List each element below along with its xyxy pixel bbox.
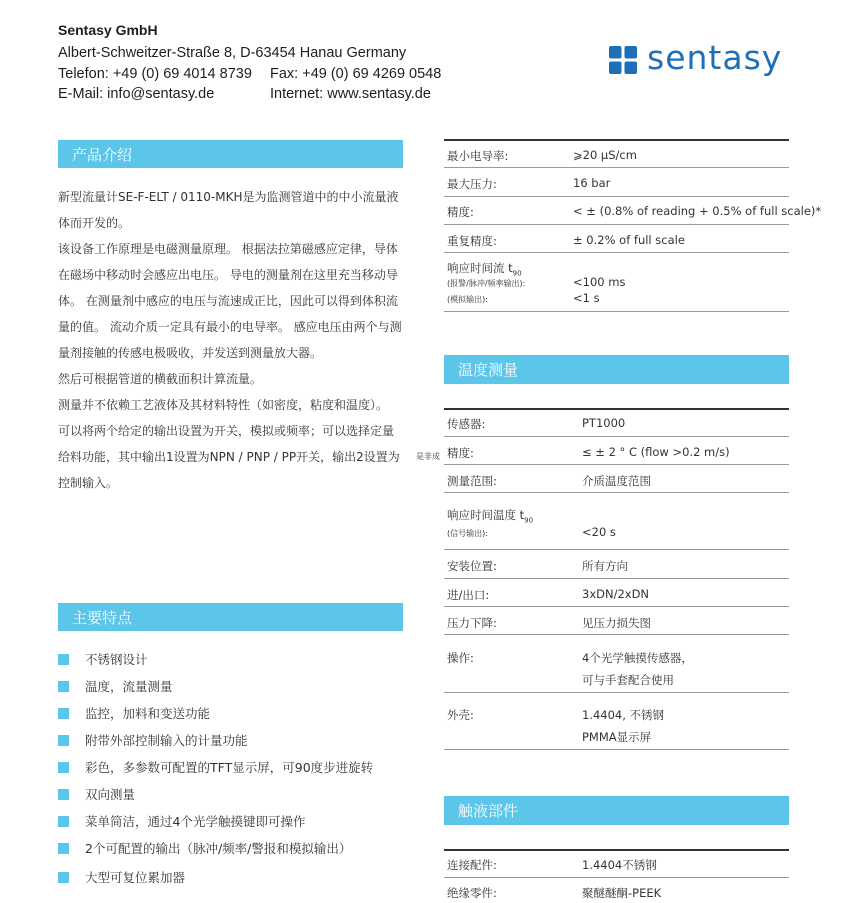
spec-label: 测量范围:	[447, 474, 497, 488]
bullet-square-icon	[58, 735, 69, 746]
spec-label: 连接配件:	[447, 858, 497, 872]
spec-label: 重复精度:	[447, 234, 497, 248]
table-row-divider	[444, 252, 789, 253]
feature-item: 双向测量	[58, 786, 135, 802]
spec-label: 传感器:	[447, 417, 486, 431]
table-row-divider	[444, 606, 789, 607]
bullet-square-icon	[58, 816, 69, 827]
spec-label: 响应时间温度 $t_{90}$	[447, 508, 534, 525]
feature-item: 2个可配置的输出（脉冲/频率/警报和模拟输出）	[58, 840, 351, 856]
bullet-square-icon	[58, 872, 69, 883]
table-top-rule	[444, 139, 789, 141]
spec-value: PMMA显示屏	[582, 730, 652, 744]
spec-label: 响应时间流 $t_{90}$	[447, 261, 522, 278]
spec-value: <20 s	[582, 525, 616, 539]
intro-section-bar	[58, 140, 403, 168]
spec-label: 精度:	[447, 446, 474, 460]
intro-text	[58, 184, 403, 496]
company-website: Internet: www.sentasy.de	[270, 86, 431, 102]
spec-label: 进/出口:	[447, 588, 490, 602]
bullet-square-icon	[58, 681, 69, 692]
temperature-section-title: 温度测量	[458, 361, 519, 379]
sentasy-logo-text: sentasy	[647, 38, 783, 77]
company-phone: Telefon: +49 (0) 69 4014 8739	[58, 66, 252, 82]
sentasy-logo-icon	[609, 46, 637, 74]
feature-item: 温度，流量测量	[58, 678, 173, 694]
table-top-rule	[444, 408, 789, 410]
table-row-divider	[444, 167, 789, 168]
table-row-divider	[444, 196, 789, 197]
spec-value: < ± (0.8% of reading + 0.5% of full scale)*	[573, 204, 822, 218]
feature-item: 菜单简洁，通过4个光学触摸键即可操作	[58, 813, 305, 829]
spec-label: 压力下降:	[447, 616, 497, 630]
bullet-square-icon	[58, 654, 69, 665]
temperature-section-bar	[444, 355, 789, 384]
spec-label: 精度:	[447, 205, 474, 219]
table-top-rule	[444, 849, 789, 851]
spec-label: 外壳:	[447, 708, 474, 722]
spec-value: ≤ ± 2 ° C (flow >0.2 m/s)	[582, 445, 730, 459]
intro-paragraph: 该设备工作原理是电磁测量原理。 根据法拉第磁感应定律，导体在磁场中移动时会感应出电压。 导电的测量剂在这里充当移动导体。 在测量剂中感应的电压与流速成正比，因此可以得到体积流量的值。 流动介质一定具有最小的电导率。 感应电压由两个与测量剂接触的传感电极吸收，并发送到测量放大器。	[58, 242, 402, 360]
intro-paragraph: 测量并不依赖工艺液体及其材料特性（如密度，粘度和温度）。 可以将两个给定的输出设置为开关，模拟或频率；可以选择定量给料功能，其中输出1设置为NPN / PNP / PP开关，输出2设置为控制输入。	[58, 398, 400, 490]
spec-label: 最大压力:	[447, 177, 497, 191]
table-row-divider	[444, 749, 789, 750]
table-row-divider	[444, 492, 789, 493]
feature-item: 彩色，多参数可配置的TFT显示屏，可90度步进旋转	[58, 759, 373, 775]
spec-sublabel: (模拟输出):	[447, 295, 488, 304]
intro-section-title: 产品介绍	[72, 145, 133, 164]
spec-value: ± 0.2% of full scale	[573, 233, 685, 247]
spec-value: 1.4404, 不锈钢	[582, 708, 665, 722]
spec-value: 4个光学触摸传感器，	[582, 651, 693, 665]
spec-sublabel: (信号输出):	[447, 529, 488, 538]
feature-item: 监控，加料和变送功能	[58, 705, 210, 721]
table-row-divider	[444, 578, 789, 579]
spec-value: 见压力损失图	[582, 616, 651, 630]
intro-paragraph: 新型流量计SE-F-ELT / 0110-MKH是为监测管道中的中小流量液体而开发的。	[58, 190, 399, 230]
feature-item: 大型可复位累加器	[58, 869, 185, 885]
spec-label: 操作:	[447, 651, 474, 665]
bullet-square-icon	[58, 708, 69, 719]
table-row-divider	[444, 311, 789, 312]
company-fax: Fax: +49 (0) 69 4269 0548	[270, 66, 442, 82]
spec-value: 3xDN/2xDN	[582, 587, 650, 601]
wetted-section-title: 触液部件	[458, 802, 519, 820]
company-name: Sentasy GmbH	[58, 22, 158, 38]
side-note: 是非成	[416, 452, 440, 461]
spec-label: 安装位置:	[447, 559, 497, 573]
bullet-square-icon	[58, 843, 69, 854]
table-row-divider	[444, 224, 789, 225]
company-email: E-Mail: info@sentasy.de	[58, 86, 215, 102]
intro-paragraph: 然后可根据管道的横截面积计算流量。	[58, 372, 263, 386]
table-row-divider	[444, 464, 789, 465]
table-row-divider	[444, 634, 789, 635]
features-section-bar	[58, 603, 403, 631]
table-row-divider	[444, 877, 789, 878]
feature-item: 附带外部控制输入的计量功能	[58, 732, 248, 748]
spec-value: <1 s	[573, 291, 600, 305]
wetted-section-bar	[444, 796, 789, 825]
table-row-divider	[444, 436, 789, 437]
spec-value: <100 ms	[573, 275, 626, 289]
spec-value: 所有方向	[582, 559, 628, 573]
spec-label: 绝缘零件:	[447, 886, 497, 900]
bullet-square-icon	[58, 762, 69, 773]
spec-value: 可与手套配合使用	[582, 673, 674, 687]
table-row-divider	[444, 549, 789, 550]
spec-value: ⩾20 µS/cm	[573, 148, 637, 162]
spec-value: 16 bar	[573, 176, 611, 190]
features-section-title: 主要特点	[72, 608, 133, 627]
spec-sublabel: (报警/脉冲/频率输出):	[447, 279, 526, 288]
bullet-square-icon	[58, 789, 69, 800]
table-row-divider	[444, 692, 789, 693]
company-address: Albert-Schweitzer-Straße 8, D-63454 Hanau Germany	[58, 45, 407, 61]
spec-label: 最小电导率:	[447, 149, 509, 163]
feature-item: 不锈钢设计	[58, 651, 148, 667]
spec-value: 1.4404不锈钢	[582, 858, 657, 872]
spec-value: 聚醚醚酮-PEEK	[582, 886, 662, 900]
spec-value: 介质温度范围	[582, 474, 651, 488]
spec-value: PT1000	[582, 416, 626, 430]
